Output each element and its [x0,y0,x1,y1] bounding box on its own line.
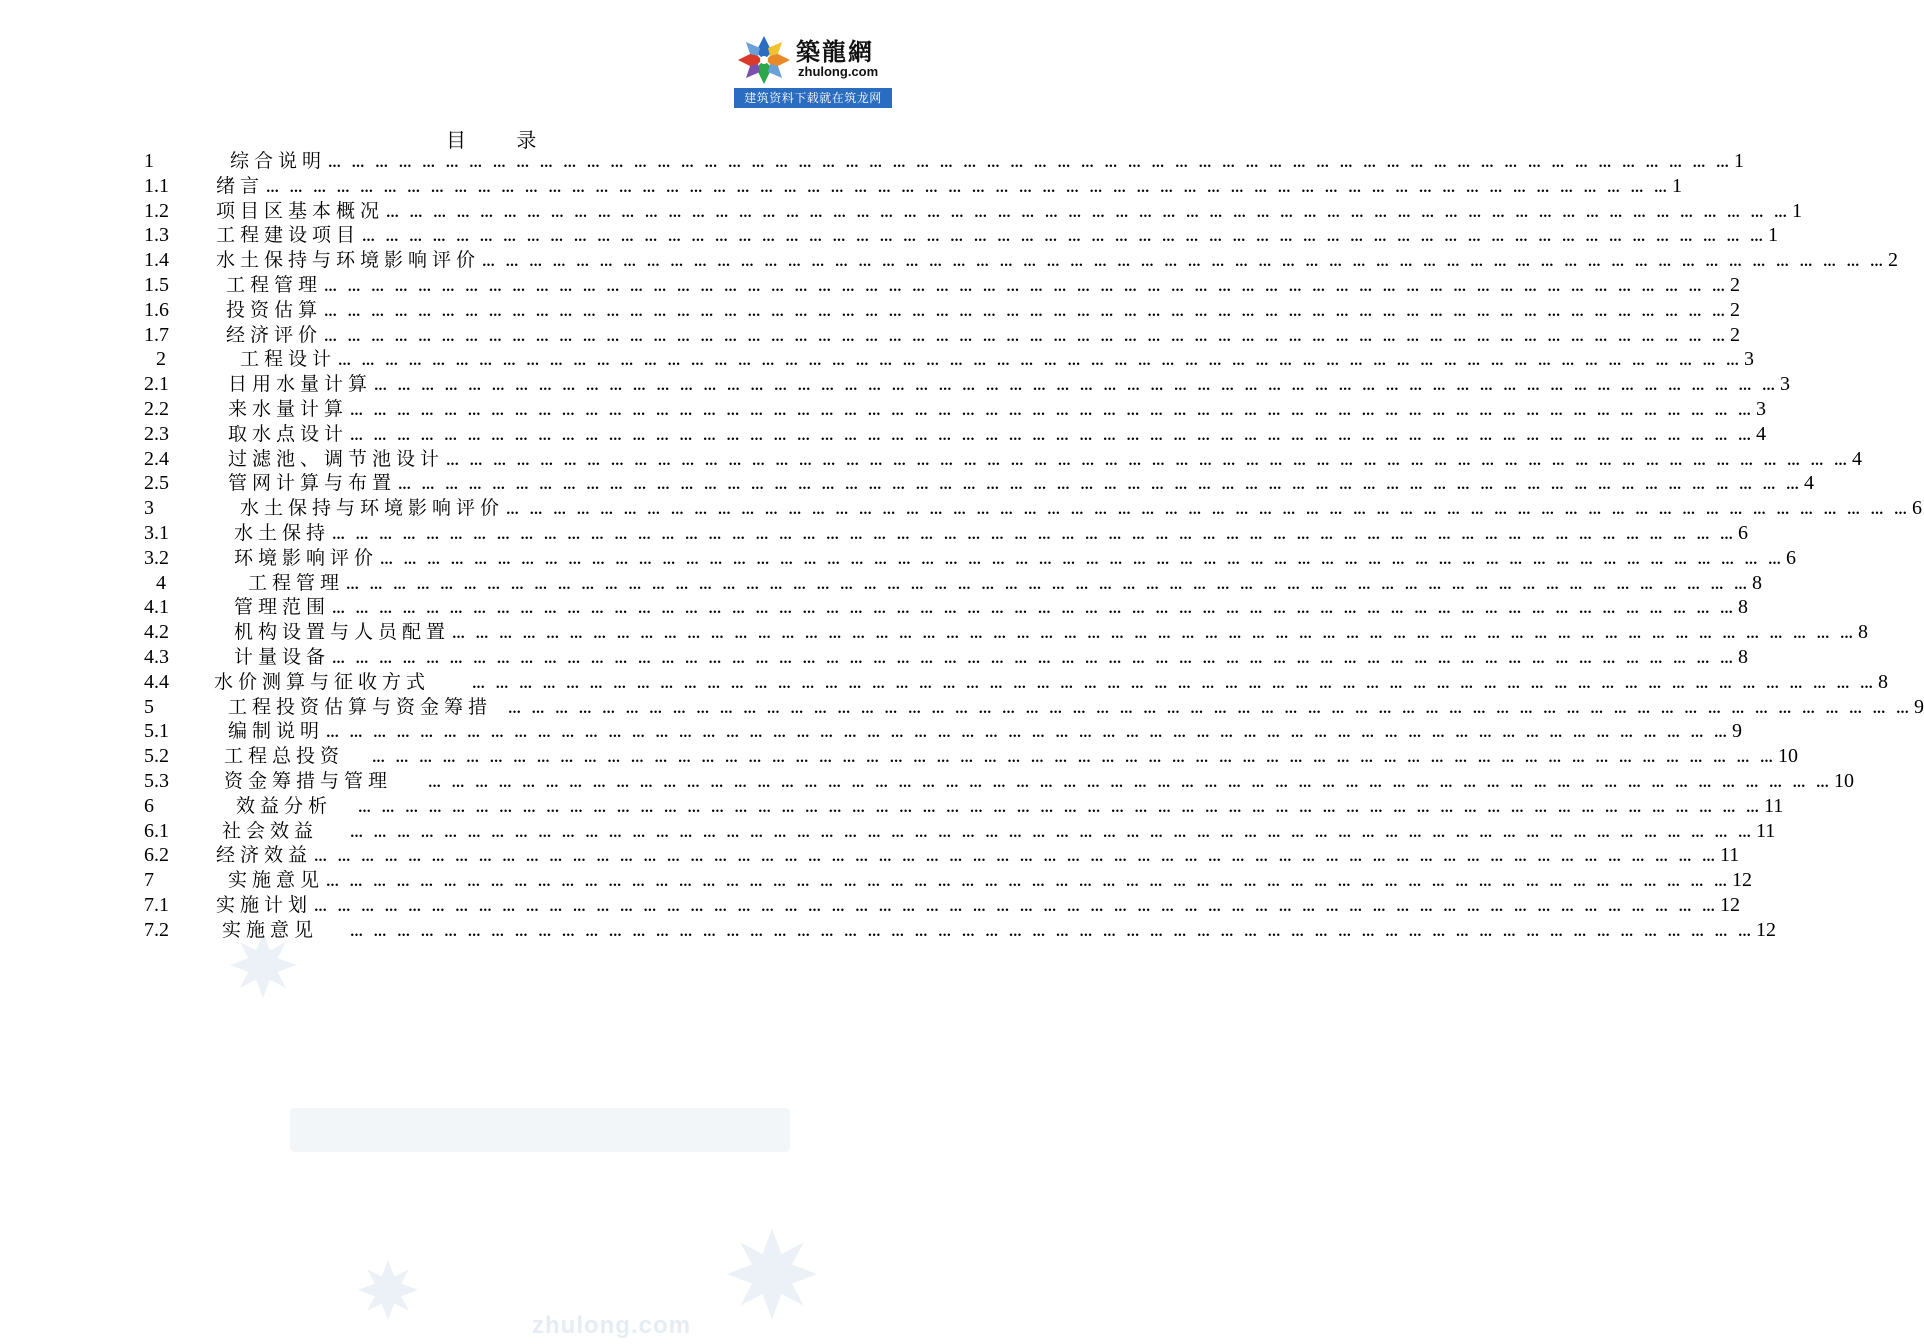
toc-entry[interactable] [144,298,1741,323]
toc-entry-page: 10 [1778,745,1799,768]
toc-entry-number: 1.4 [144,249,169,272]
toc-entry[interactable] [144,149,1745,174]
toc-entry-number: 2 [156,348,166,371]
toc-entry[interactable] [144,670,1889,695]
toc-leader-dots: … … … … … … … … … … … … … … … … … … … … … … … … … … … … … … … … … … … … … … … … … … … … … … … … … … … … … … … … … … … … [506,503,1911,519]
toc-entry-label: 管网计算与布置 [228,472,397,495]
toc-entry-label: 管理范围 [234,596,331,619]
toc-entry-page: 8 [1752,571,1763,594]
watermark-snowflake-icon [356,1258,420,1322]
toc-entry-number: 5.2 [144,745,169,768]
table-of-contents [144,149,1924,943]
toc-leader-dots: … … … … … … … … … … … … … … … … … … … … … … … … … … … … … … … … … … … … … … … … … … … … … … … … … … … … … … … … … … … … [472,676,1877,692]
toc-entry-page: 11 [1720,844,1740,867]
logo-mark-icon [736,34,792,86]
toc-entry-number: 1.1 [144,174,169,197]
toc-entry-label: 实施意见 [222,918,319,941]
toc-entry-number: 5.3 [144,769,169,792]
toc-entry-number: 4.4 [144,670,169,693]
toc-leader-dots: … … … … … … … … … … … … … … … … … … … … … … … … … … … … … … … … … … … … … … … … … … … … … … … … … … … … … … … … … … … … [372,751,1777,767]
toc-entry-page: 12 [1732,869,1753,892]
toc-entry-label: 取水点设计 [228,422,349,445]
toc-entry-label: 项目区基本概况 [216,199,385,222]
toc-entry-number: 1.5 [144,273,169,296]
toc-entry-number: 4 [156,571,166,594]
toc-entry-number: 7 [144,869,154,892]
toc-leader-dots: … … … … … … … … … … … … … … … … … … … … … … … … … … … … … … … … … … … … … … … … … … … … … … … … … … … … … … … … … … … … [398,478,1803,494]
toc-entry-label: 水土保持与环境影响评价 [240,497,505,520]
toc-entry-page: 2 [1730,298,1741,321]
toc-leader-dots: … … … … … … … … … … … … … … … … … … … … … … … … … … … … … … … … … … … … … … … … … … … … … … … … … … … … … … … … … … … … [326,726,1731,742]
logo-brand-cn: 築龍網 [796,38,874,66]
toc-entry-label: 工程管理 [248,571,345,594]
toc-entry-number: 4.1 [144,596,169,619]
toc-leader-dots: … … … … … … … … … … … … … … … … … … … … … … … … … … … … … … … … … … … … … … … … … … … … … … … … … … … … … … … … … … … … [324,329,1729,345]
toc-entry-number: 1.2 [144,199,169,222]
toc-entry-number: 4.3 [144,645,169,668]
toc-entry[interactable] [144,174,1683,199]
toc-leader-dots: … … … … … … … … … … … … … … … … … … … … … … … … … … … … … … … … … … … … … … … … … … … … … … … … … … … … … … … … … … … … [324,304,1729,320]
toc-leader-dots: … … … … … … … … … … … … … … … … … … … … … … … … … … … … … … … … … … … … … … … … … … … … … … … … … … … … … … … … … … … … [332,527,1737,543]
toc-entry-number: 3.2 [144,546,169,569]
toc-entry-label: 工程投资估算与资金筹措 [228,695,493,718]
toc-entry-page: 3 [1780,373,1791,396]
toc-entry-number: 4.2 [144,621,169,644]
toc-entry[interactable] [144,397,1767,422]
toc-entry-label: 水土保持与环境影响评价 [216,249,481,272]
toc-entry[interactable] [144,695,1924,720]
toc-leader-dots: … … … … … … … … … … … … … … … … … … … … … … … … … … … … … … … … … … … … … … … … … … … … … … … … … … … … … … … … … … … … [374,379,1779,395]
toc-entry[interactable] [144,571,1763,596]
toc-entry-page: 3 [1744,348,1755,371]
toc-leader-dots: … … … … … … … … … … … … … … … … … … … … … … … … … … … … … … … … … … … … … … … … … … … … … … … … … … … … … … … … … … … … [338,354,1743,370]
toc-entry-label: 环境影响评价 [234,546,379,569]
toc-entry-label: 编制说明 [228,720,325,743]
toc-leader-dots: … … … … … … … … … … … … … … … … … … … … … … … … … … … … … … … … … … … … … … … … … … … … … … … … … … … … … … … … … … … … [508,701,1913,717]
toc-leader-dots: … … … … … … … … … … … … … … … … … … … … … … … … … … … … … … … … … … … … … … … … … … … … … … … … … … … … … … … … … … … … [380,552,1785,568]
toc-entry-label: 实施计划 [216,893,313,916]
toc-entry-page: 4 [1804,472,1815,495]
toc-entry-page: 6 [1738,521,1749,544]
toc-entry[interactable] [144,918,1777,943]
toc-leader-dots: … … … … … … … … … … … … … … … … … … … … … … … … … … … … … … … … … … … … … … … … … … … … … … … … … … … … … … … … … … … … [386,205,1791,221]
toc-title: 目 录 [446,128,559,152]
toc-entry-page: 1 [1768,224,1779,247]
toc-entry-label: 社会效益 [222,819,319,842]
toc-entry[interactable] [144,546,1797,571]
toc-entry-label: 投资估算 [226,298,323,321]
toc-entry-number: 2.1 [144,373,169,396]
toc-entry-page: 12 [1756,918,1777,941]
toc-entry-page: 8 [1738,645,1749,668]
zhulong-logo [734,30,892,108]
toc-leader-dots: … … … … … … … … … … … … … … … … … … … … … … … … … … … … … … … … … … … … … … … … … … … … … … … … … … … … … … … … … … … … [332,602,1737,618]
toc-leader-dots: … … … … … … … … … … … … … … … … … … … … … … … … … … … … … … … … … … … … … … … … … … … … … … … … … … … … … … … … … … … … [358,800,1763,816]
toc-entry-label: 日用水量计算 [228,373,373,396]
toc-leader-dots: … … … … … … … … … … … … … … … … … … … … … … … … … … … … … … … … … … … … … … … … … … … … … … … … … … … … … … … … … … … … [328,156,1733,171]
toc-entry-label: 资金筹措与管理 [224,769,393,792]
toc-entry-number: 3.1 [144,521,169,544]
toc-entry-page: 10 [1834,769,1855,792]
toc-entry-label: 综合说明 [230,150,327,172]
toc-entry[interactable] [144,471,1815,496]
toc-leader-dots: … … … … … … … … … … … … … … … … … … … … … … … … … … … … … … … … … … … … … … … … … … … … … … … … … … … … … … … … … … … … [350,924,1755,940]
toc-entry[interactable] [144,645,1749,670]
toc-entry-number: 1.3 [144,224,169,247]
toc-entry-number: 2.3 [144,422,169,445]
toc-entry-label: 机构设置与人员配置 [234,621,451,644]
toc-entry[interactable] [144,893,1741,918]
toc-entry[interactable] [144,273,1741,298]
logo-brand-en: zhulong.com [798,64,879,79]
watermark-band [290,1108,790,1152]
toc-entry-page: 1 [1792,199,1803,222]
toc-entry[interactable] [144,347,1755,372]
toc-leader-dots: … … … … … … … … … … … … … … … … … … … … … … … … … … … … … … … … … … … … … … … … … … … … … … … … … … … … … … … … … … … … [446,453,1851,469]
toc-entry-page: 9 [1914,695,1924,718]
toc-entry[interactable] [144,199,1803,224]
toc-entry-label: 水土保持 [234,521,331,544]
toc-entry[interactable] [144,620,1869,645]
toc-entry-page: 9 [1732,720,1743,743]
toc-entry[interactable] [144,744,1799,769]
toc-entry-number: 6.2 [144,844,169,867]
toc-leader-dots: … … … … … … … … … … … … … … … … … … … … … … … … … … … … … … … … … … … … … … … … … … … … … … … … … … … … … … … … … … … … [350,428,1755,444]
toc-entry-page: 11 [1756,819,1776,842]
toc-entry-page: 6 [1786,546,1797,569]
toc-entry-page: 2 [1888,249,1899,272]
watermark-snowflake-icon [724,1226,820,1322]
toc-entry-number: 5 [144,695,154,718]
toc-entry[interactable] [144,769,1855,794]
toc-entry-number: 5.1 [144,720,169,743]
toc-entry[interactable] [144,372,1791,397]
toc-entry-label: 经济评价 [226,323,323,346]
toc-entry-number: 1.6 [144,298,169,321]
toc-leader-dots: … … … … … … … … … … … … … … … … … … … … … … … … … … … … … … … … … … … … … … … … … … … … … … … … … … … … … … … … … … … … [452,627,1857,643]
toc-entry-page: 1 [1734,150,1745,172]
toc-entry-page: 1 [1672,174,1683,197]
toc-entry-label: 工程管理 [226,273,323,296]
toc-entry-page: 3 [1756,397,1767,420]
logo-top [734,30,892,88]
toc-entry-label: 工程设计 [240,348,337,371]
toc-entry-page: 6 [1912,497,1923,520]
toc-entry[interactable] [144,719,1743,744]
toc-entry-page: 2 [1730,323,1741,346]
toc-entry-label: 实施意见 [228,869,325,892]
toc-leader-dots: … … … … … … … … … … … … … … … … … … … … … … … … … … … … … … … … … … … … … … … … … … … … … … … … … … … … … … … … … … … … [314,899,1719,915]
toc-entry[interactable] [144,496,1923,521]
toc-leader-dots: … … … … … … … … … … … … … … … … … … … … … … … … … … … … … … … … … … … … … … … … … … … … … … … … … … … … … … … … … … … … [346,577,1751,593]
toc-entry-number: 2.5 [144,472,169,495]
toc-entry[interactable] [144,868,1753,893]
toc-entry-number: 2.2 [144,397,169,420]
toc-leader-dots: … … … … … … … … … … … … … … … … … … … … … … … … … … … … … … … … … … … … … … … … … … … … … … … … … … … … … … … … … … … … [324,279,1729,295]
toc-entry-page: 12 [1720,893,1741,916]
toc-entry-page: 4 [1756,422,1767,445]
toc-entry-number: 2.4 [144,447,169,470]
toc-entry-page: 4 [1852,447,1863,470]
toc-entry-page: 8 [1738,596,1749,619]
toc-entry-number: 7.1 [144,893,169,916]
toc-entry-label: 过滤池、调节池设计 [228,447,445,470]
toc-entry-label: 效益分析 [236,794,333,817]
toc-entry-number: 1 [144,150,154,172]
logo-tagline: 建筑资料下载就在筑龙网 [734,88,892,108]
toc-entry-label: 来水量计算 [228,397,349,420]
toc-leader-dots: … … … … … … … … … … … … … … … … … … … … … … … … … … … … … … … … … … … … … … … … … … … … … … … … … … … … … … … … … … … … [314,850,1719,866]
watermark-text: zhulong.com [532,1312,691,1339]
toc-entry-label: 绪言 [216,174,265,197]
toc-leader-dots: … … … … … … … … … … … … … … … … … … … … … … … … … … … … … … … … … … … … … … … … … … … … … … … … … … … … … … … … … … … … [266,180,1671,196]
toc-entry-label: 经济效益 [216,844,313,867]
toc-leader-dots: … … … … … … … … … … … … … … … … … … … … … … … … … … … … … … … … … … … … … … … … … … … … … … … … … … … … … … … … … … … … [482,255,1887,271]
toc-entry[interactable] [144,843,1740,868]
toc-entry-label: 工程建设项目 [216,224,361,247]
toc-entry-page: 11 [1764,794,1784,817]
toc-entry-number: 6.1 [144,819,169,842]
toc-entry[interactable] [144,323,1741,348]
toc-entry[interactable] [144,422,1767,447]
toc-entry-number: 6 [144,794,154,817]
toc-entry-page: 2 [1730,273,1741,296]
toc-entry-number: 1.7 [144,323,169,346]
toc-leader-dots: … … … … … … … … … … … … … … … … … … … … … … … … … … … … … … … … … … … … … … … … … … … … … … … … … … … … … … … … … … … … [350,403,1755,419]
toc-entry-page: 8 [1878,670,1889,693]
toc-leader-dots: … … … … … … … … … … … … … … … … … … … … … … … … … … … … … … … … … … … … … … … … … … … … … … … … … … … … … … … … … … … … [326,875,1731,891]
toc-entry-label: 工程总投资 [224,745,345,768]
toc-entry-label: 计量设备 [234,645,331,668]
toc-entry[interactable] [144,447,1863,472]
toc-leader-dots: … … … … … … … … … … … … … … … … … … … … … … … … … … … … … … … … … … … … … … … … … … … … … … … … … … … … … … … … … … … … [332,651,1737,667]
toc-entry[interactable] [144,223,1779,248]
toc-entry[interactable] [144,794,1784,819]
toc-leader-dots: … … … … … … … … … … … … … … … … … … … … … … … … … … … … … … … … … … … … … … … … … … … … … … … … … … … … … … … … … … … … [362,230,1767,246]
toc-entry-number: 7.2 [144,918,169,941]
toc-leader-dots: … … … … … … … … … … … … … … … … … … … … … … … … … … … … … … … … … … … … … … … … … … … … … … … … … … … … … … … … … … … … [428,775,1833,791]
toc-entry-number: 3 [144,497,154,520]
toc-entry[interactable] [144,819,1776,844]
toc-entry-page: 8 [1858,621,1869,644]
toc-leader-dots: … … … … … … … … … … … … … … … … … … … … … … … … … … … … … … … … … … … … … … … … … … … … … … … … … … … … … … … … … … … … [350,825,1755,841]
toc-entry-label: 水价测算与征收方式 [214,670,431,693]
toc-entry[interactable] [144,521,1749,546]
toc-entry[interactable] [144,595,1749,620]
toc-entry[interactable] [144,248,1899,273]
